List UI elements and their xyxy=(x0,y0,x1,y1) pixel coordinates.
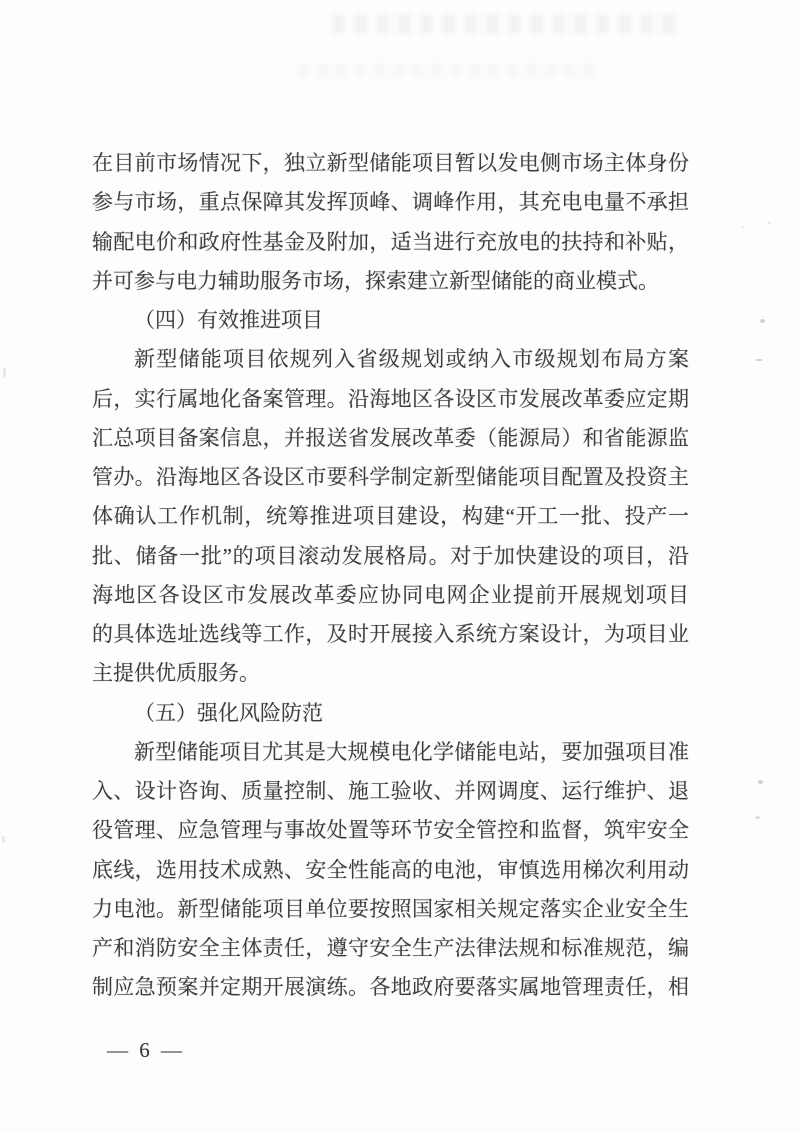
scan-speck xyxy=(758,780,763,784)
bleed-through-artifact xyxy=(298,64,598,77)
text-line: 在目前市场情况下，独立新型储能项目暂以发电侧市场主体身份 xyxy=(92,151,689,175)
text-line: 后，实行属地化备案管理。沿海地区各设区市发展改革委应定期 xyxy=(92,386,689,411)
text-line: 管办。沿海地区各设区市要科学制定新型储能项目配置及投资主 xyxy=(92,465,689,489)
text-line: 新型储能项目尤其是大规模电化学储能电站，要加强项目准 xyxy=(134,739,689,764)
scan-speck xyxy=(768,222,771,224)
text-line: 产和消防安全主体责任，遵守安全生产法律法规和标准规范，编 xyxy=(92,936,689,960)
scan-speck xyxy=(756,359,762,361)
scan-speck xyxy=(2,836,5,843)
text-line: 入、设计咨询、质量控制、施工验收、并网调度、运行维护、退 xyxy=(92,779,689,803)
text-line: 役管理、应急管理与事故处置等环节安全管控和监督，筑牢安全 xyxy=(92,818,689,843)
section-heading: （五）强化风险防范 xyxy=(134,700,323,725)
text-line: 制应急预案并定期开展演练。各地政府要落实属地管理责任，相 xyxy=(92,975,689,1000)
text-line: 底线，选用技术成熟、安全性能高的电池，审慎选用梯次利用动 xyxy=(92,857,689,882)
text-line: 的具体选址选线等工作，及时开展接入系统方案设计，为项目业 xyxy=(92,622,689,646)
bleed-through-artifact xyxy=(332,14,677,34)
scan-speck xyxy=(760,319,765,323)
scan-speck xyxy=(755,816,760,819)
page-number: — 6 — xyxy=(107,1038,185,1062)
text-line: 并可参与电力辅助服务市场，探索建立新型储能的商业模式。 xyxy=(92,268,659,293)
scan-speck xyxy=(3,368,6,377)
text-line: 批、储备一批”的项目滚动发展格局。对于加快建设的项目，沿 xyxy=(92,543,689,568)
scan-speck xyxy=(742,226,745,228)
text-line: 新型储能项目依规列入省级规划或纳入市级规划布局方案 xyxy=(134,347,689,372)
text-line: 汇总项目备案信息，并报送省发展改革委（能源局）和省能源监 xyxy=(92,425,689,450)
text-line: 体确认工作机制，统筹推进项目建设，构建“开工一批、投产一 xyxy=(92,504,689,529)
text-line: 输配电价和政府性基金及附加，适当进行充放电的扶持和补贴， xyxy=(92,229,689,254)
text-line: 力电池。新型储能项目单位要按照国家相关规定落实企业安全生 xyxy=(92,896,689,921)
section-heading: （四）有效推进项目 xyxy=(134,308,323,332)
document-body xyxy=(92,144,689,1008)
text-line: 参与市场，重点保障其发挥顶峰、调峰作用，其充电电量不承担 xyxy=(92,190,689,215)
text-line: 主提供优质服务。 xyxy=(92,661,260,686)
text-line: 海地区各设区市发展改革委应协同电网企业提前开展规划项目 xyxy=(92,582,689,607)
